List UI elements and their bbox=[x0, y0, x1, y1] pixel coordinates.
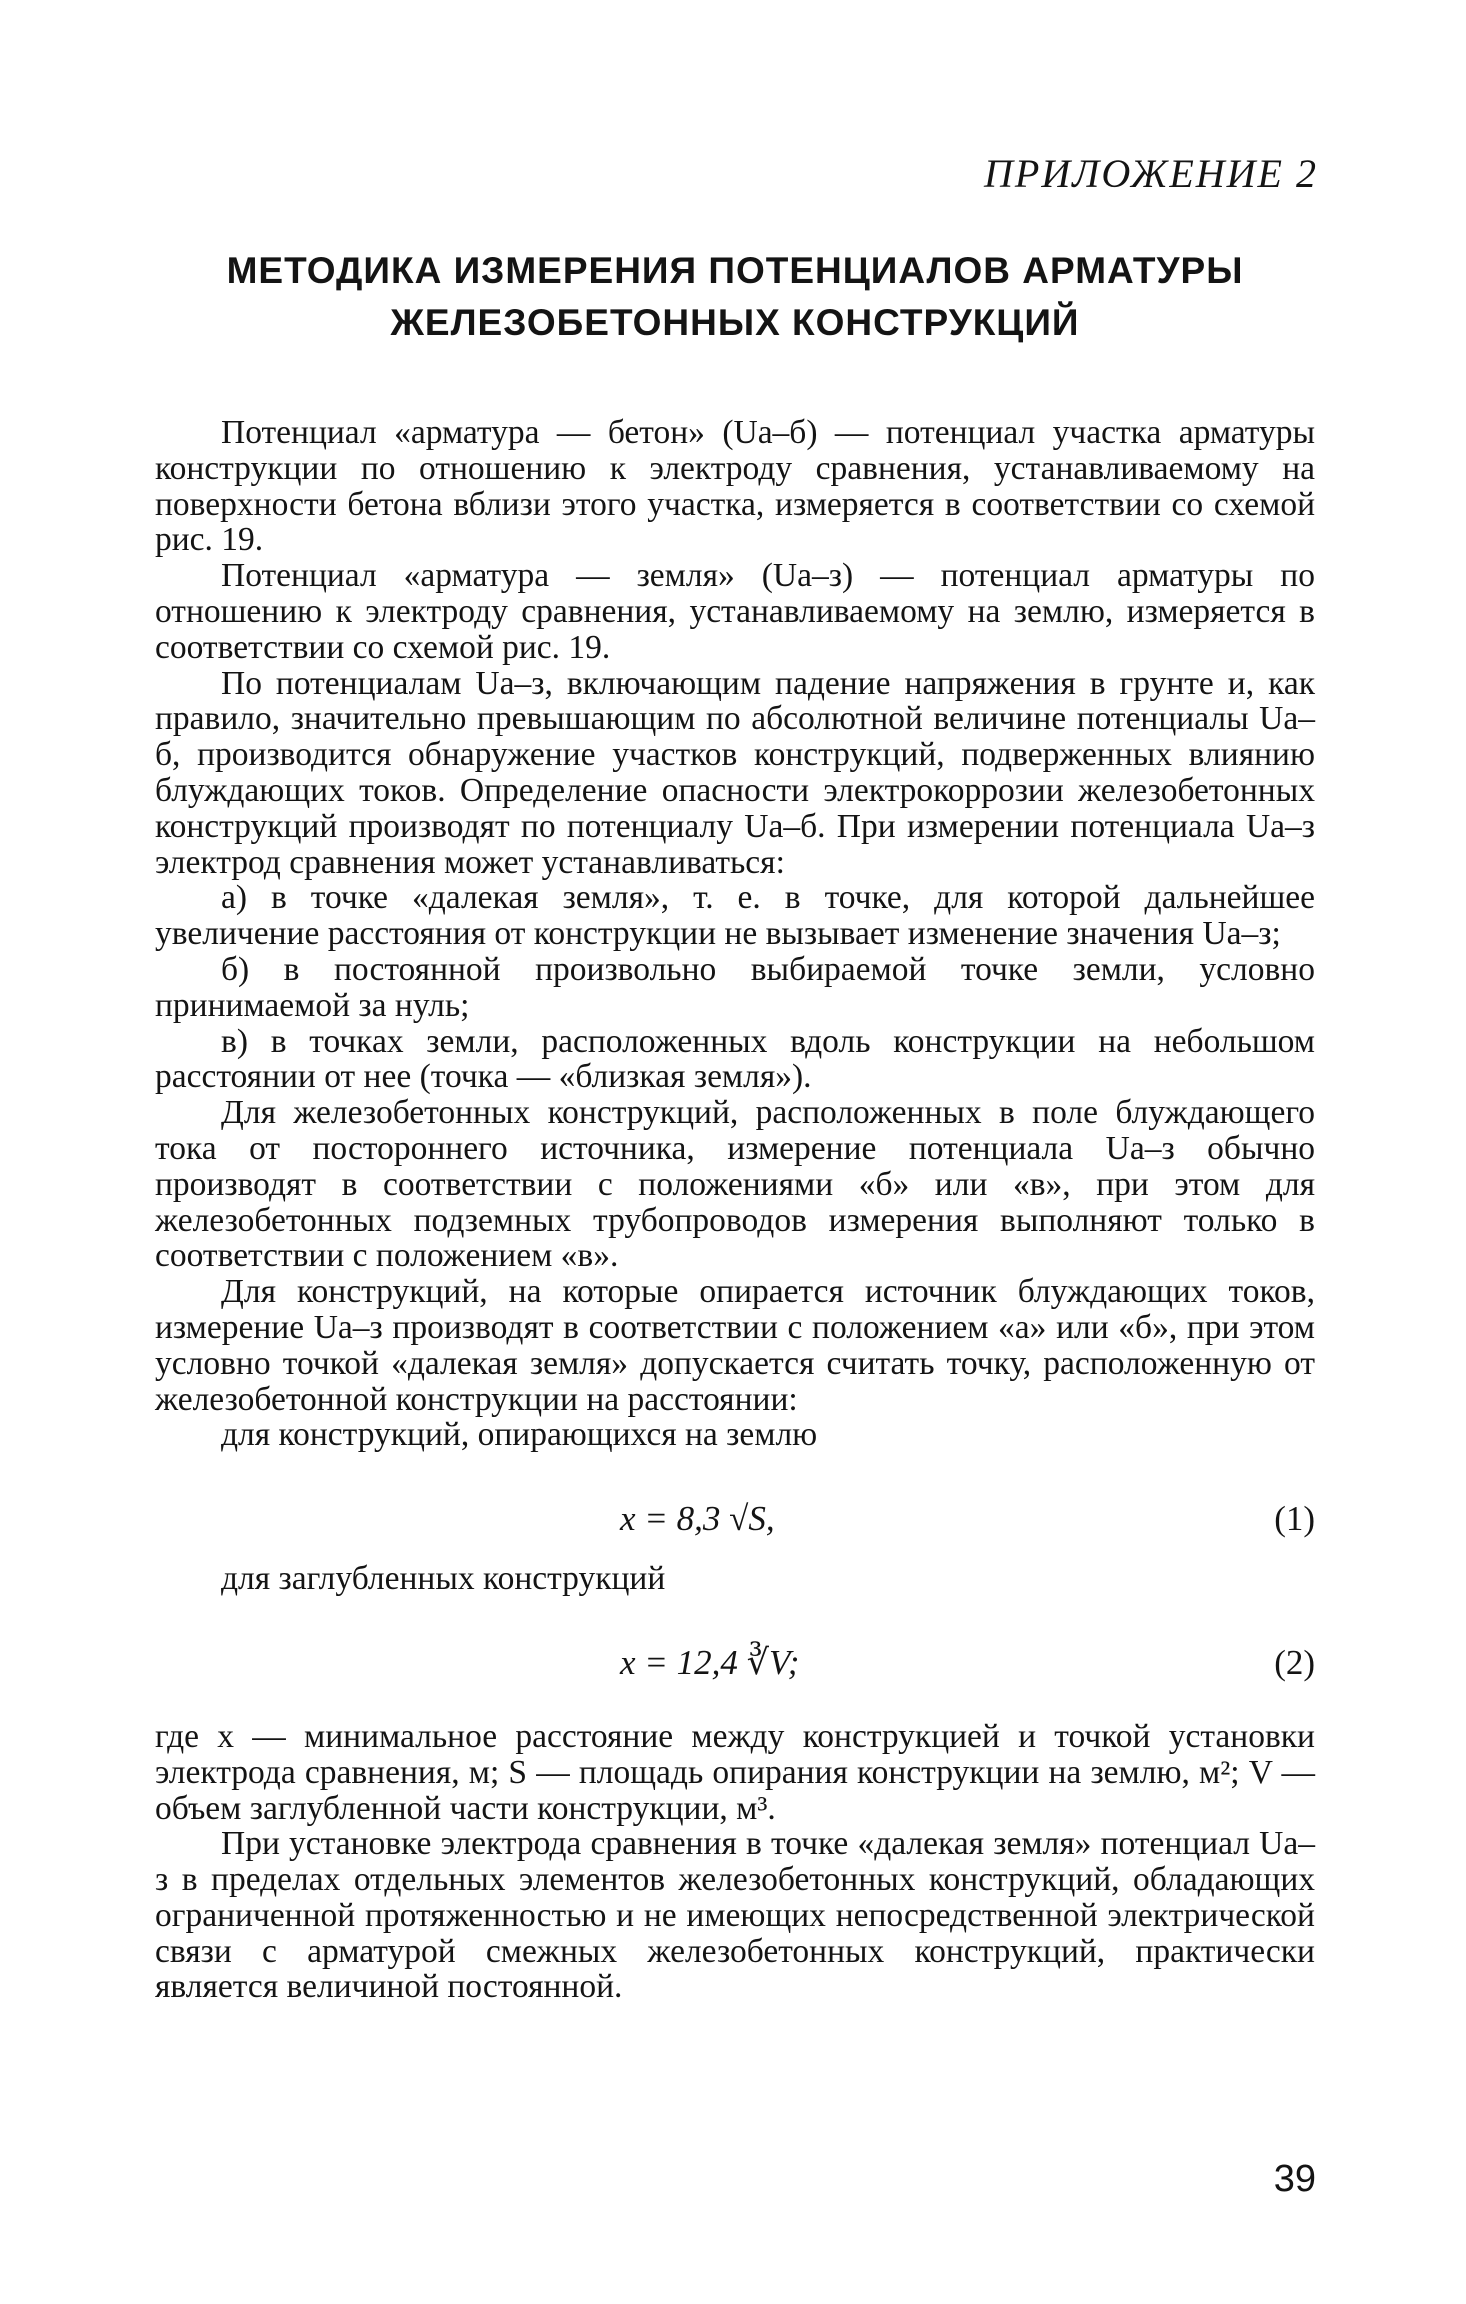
paragraph: По потенциалам Uа–з, включающим падение напряжения в грунте и, как правило, значительно превышающим по абсолютной величине потенциалы Uа–б, производится обнаружение участков конструкций, подверженных влиянию блуждающих токов. Определение опасности электрокоррозии железобетонных конструкций производят по потенциалу Uа–б. При измерении потенциала Uа–з электрод сравнения может устанавливаться: bbox=[155, 664, 1315, 881]
formula-1-number: (1) bbox=[1274, 1499, 1315, 1539]
formula-2-expression: x = 12,4 ∛V; bbox=[620, 1642, 800, 1682]
appendix-label: ПРИЛОЖЕНИЕ 2 bbox=[984, 151, 1318, 196]
list-item-c: в) в точках земли, расположенных вдоль конструкции на небольшом расстоянии от нее (точка — «близкая земля»). bbox=[155, 1022, 1315, 1096]
paragraph: где x — минимальное расстояние между конструкцией и точкой установки электрода сравнения, м; S — площадь опирания конструкции на землю, м²; V — объем заглубленной части конструкции, м³. bbox=[155, 1717, 1315, 1827]
paragraph: для заглубленных конструкций bbox=[221, 1560, 666, 1598]
formula-2 bbox=[155, 1625, 1315, 1699]
title-line-2: ЖЕЛЕЗОБЕТОННЫХ КОНСТРУКЦИЙ bbox=[390, 302, 1080, 343]
paragraph: Для конструкций, на которые опирается источник блуждающих токов, измерение Uа–з производят в соответствии с положением «а» или «б», при этом условно точкой «далекая земля» допускается считать точку, расположенную от железобетонной конструкции на расстоянии: bbox=[155, 1273, 1315, 1418]
paragraph: При установке электрода сравнения в точке «далекая земля» потенциал Uа–з в пределах отдельных элементов железобетонных конструкций, обладающих ограниченной протяженностью и не имеющих непосредственной электрической связи с арматурой смежных железобетонных конструкций, практически является величиной постоянной. bbox=[155, 1825, 1315, 2006]
paragraph: для конструкций, опирающихся на землю bbox=[221, 1416, 818, 1454]
page-number: 39 bbox=[1273, 2158, 1316, 2200]
paragraph: Для железобетонных конструкций, расположенных в поле блуждающего тока от постороннего источника, измерение потенциала Uа–з обычно производят в соответствии с положениями «б» или «в», при этом для железобетонных подземных трубопроводов измерения выполняют только в соответствии с положением «в». bbox=[155, 1094, 1315, 1275]
formula-1 bbox=[155, 1481, 1315, 1555]
list-item-a: а) в точке «далекая земля», т. е. в точке, для которой дальнейшее увеличение расстояния от конструкции не вызывает изменение значения Uа–з; bbox=[155, 879, 1315, 953]
body-text bbox=[155, 415, 1315, 2005]
formula-1-expression: x = 8,3 √S, bbox=[620, 1499, 775, 1539]
page-title bbox=[150, 245, 1320, 349]
paragraph: Потенциал «арматура — земля» (Uа–з) — потенциал арматуры по отношению к электроду сравнения, устанавливаемому на землю, измеряется в соответствии со схемой рис. 19. bbox=[155, 557, 1315, 666]
title-line-1: МЕТОДИКА ИЗМЕРЕНИЯ ПОТЕНЦИАЛОВ АРМАТУРЫ bbox=[226, 250, 1244, 291]
formula-2-number: (2) bbox=[1274, 1642, 1315, 1682]
list-item-b: б) в постоянной произвольно выбираемой точке земли, условно принимаемой за нуль; bbox=[155, 950, 1315, 1024]
paragraph: Потенциал «арматура — бетон» (Uа–б) — потенциал участка арматуры конструкции по отношению к электроду сравнения, устанавливаемому на поверхности бетона вблизи этого участка, измеряется в соответствии со схемой рис. 19. bbox=[155, 414, 1315, 559]
